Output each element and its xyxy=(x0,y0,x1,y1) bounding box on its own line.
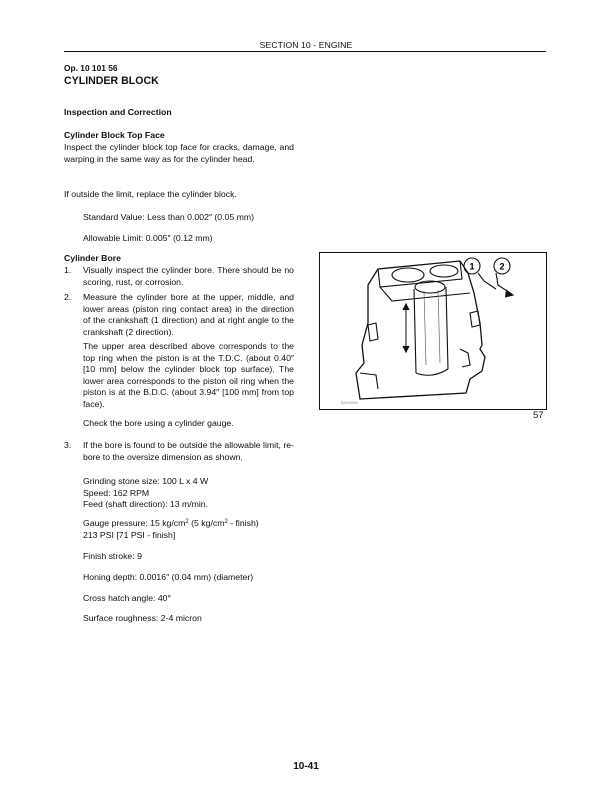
top-face-limit-note: If outside the limit, replace the cylinder block. xyxy=(64,189,237,199)
list-number: 1. xyxy=(64,265,72,275)
spec-roughness: Surface roughness: 2-4 micron xyxy=(83,613,202,623)
figure-code: BH02056 xyxy=(341,400,358,405)
cylinder-bore-figure xyxy=(319,252,547,410)
list-text: Measure the cylinder bore at the upper, middle, and lower areas (piston ring contact area) in the direction of the crankshaft (1 direction) and at right angle to the crankshaft (2 direction). xyxy=(83,292,294,337)
gauge-text-c: - finish) xyxy=(227,518,259,528)
check-note: Check the bore using a cylinder gauge. xyxy=(83,418,234,428)
callout-2: 2 xyxy=(499,261,505,272)
spec-feed: Feed (shaft direction): 13 m/min. xyxy=(83,499,209,509)
standard-value: Standard Value: Less than 0.002″ (0.05 mm) xyxy=(83,212,254,222)
gauge-text-b: (5 kg/cm xyxy=(188,518,225,528)
page-title: CYLINDER BLOCK xyxy=(64,75,159,87)
list-item xyxy=(64,292,294,338)
list-number: 3. xyxy=(64,440,72,450)
spec-cross-hatch: Cross hatch angle: 40° xyxy=(83,593,171,603)
list-text: If the bore is found to be outside the allowable limit, re-bore to the oversize dimension as shown. xyxy=(83,440,294,462)
spec-gauge-pressure xyxy=(83,518,294,530)
gauge-superscript: 2 xyxy=(224,519,228,525)
header-rule xyxy=(64,51,546,52)
op-number: Op. 10 101 56 xyxy=(64,63,118,73)
bore-heading: Cylinder Bore xyxy=(64,253,121,263)
spec-grinding: Grinding stone size: 100 L x 4 W xyxy=(83,476,209,486)
cylinder-block-illustration xyxy=(320,253,546,409)
top-face-heading: Cylinder Block Top Face xyxy=(64,130,165,140)
spec-honing-depth: Honing depth: 0.0016″ (0.04 mm) (diameter) xyxy=(83,572,254,582)
bore-area-note: The upper area described above corresponds to the top ring when the piston is at the T.D.C. (about 0.40″ [10 mm] below the cylinder block top surface). The lower area corresponds to the piston oil ring when the piston is at the B.D.C. (about 3.94″ [100 mm] from top face). xyxy=(83,341,294,409)
spec-finish-stroke: Finish stroke: 9 xyxy=(83,551,142,561)
allowable-limit: Allowable Limit: 0.005″ (0.12 mm) xyxy=(83,233,213,243)
section-header: SECTION 10 - ENGINE xyxy=(259,40,353,50)
list-item xyxy=(64,440,294,463)
list-item xyxy=(64,265,294,288)
spec-speed: Speed: 162 RPM xyxy=(83,488,150,498)
page-number: 10-41 xyxy=(293,761,319,772)
callout-1: 1 xyxy=(469,261,475,272)
figure-number: 57 xyxy=(533,410,544,421)
list-text: Visually inspect the cylinder bore. There should be no scoring, rust, or corrosion. xyxy=(83,265,294,287)
top-face-body: Inspect the cylinder block top face for cracks, damage, and warping in the same way as for the cylinder head. xyxy=(64,142,294,164)
list-number: 2. xyxy=(64,292,72,302)
subsection-heading: Inspection and Correction xyxy=(64,107,172,117)
gauge-text-a: Gauge pressure: 15 kg/cm xyxy=(83,518,186,528)
spec-gauge-psi: 213 PSI [71 PSI - finish] xyxy=(83,530,176,540)
gauge-superscript: 2 xyxy=(185,519,189,525)
